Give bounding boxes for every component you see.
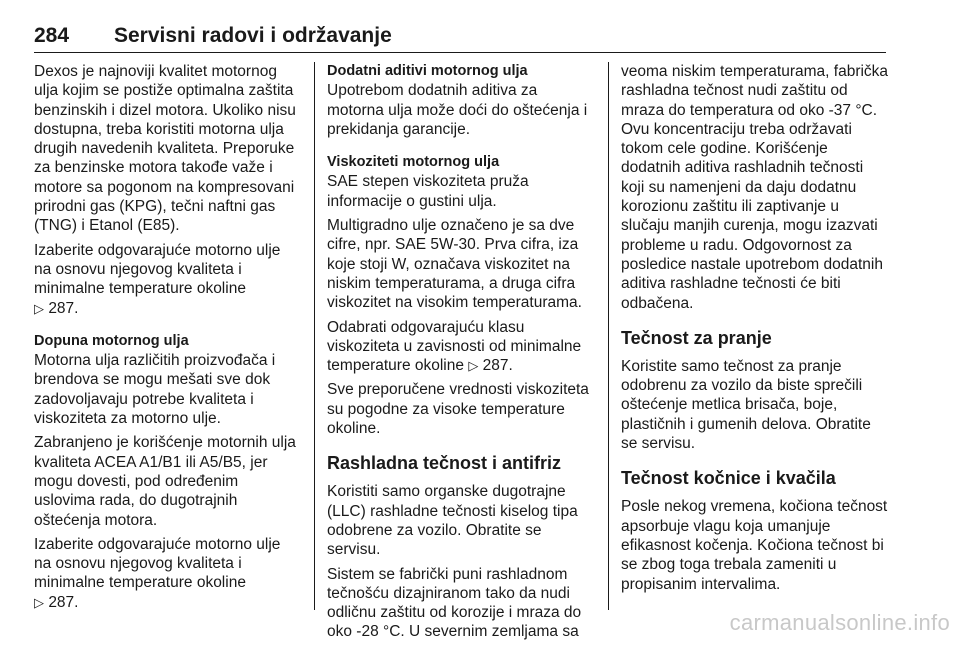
column-divider bbox=[314, 62, 315, 610]
section-heading: Tečnost za pranje bbox=[621, 327, 772, 348]
paragraph: Zabranjeno je korišćenje motornih ulja kvaliteta ACEA A1/B1 ili A5/B5, jer mogu dovesti, pod određenim uslovima rada, do dugotrajnih oštećenja motora. bbox=[34, 434, 296, 529]
page-reference[interactable]: ▷ 287. bbox=[468, 357, 513, 375]
subheading: Viskoziteti motornog ulja bbox=[327, 154, 500, 171]
paragraph: Upotrebom dodatnih aditiva za motorna ulja može doći do oštećenja i prekidanja garancije. bbox=[327, 82, 588, 138]
column-1 bbox=[34, 62, 298, 617]
column-2 bbox=[327, 62, 593, 647]
page-reference[interactable]: ▷ 287. bbox=[34, 299, 79, 317]
column-divider bbox=[608, 62, 609, 610]
paragraph: Izaberite odgovarajuće motorno ulje na osnovu njegovog kvaliteta i minimalne temperature okoline ▷ 287. bbox=[34, 535, 281, 611]
column-3 bbox=[621, 62, 889, 599]
page-reference[interactable]: ▷ 287. bbox=[34, 593, 79, 611]
paragraph: Dexos je najnoviji kvalitet motornog ulja kojim se postiže optimalna zaštita benzinskih i dizel motora. Ukoliko nisu dostupna, treba koristiti motorna ulja drugih navedenih kvaliteta. Preporuke za benzinske motora takođe važe i motore sa pogonom na kompresovani prirodni gas (KPG), tečni naftni gas (TNG) i Etanol (E85). bbox=[34, 63, 296, 235]
paragraph: Multigradno ulje označeno je sa dve cifre, npr. SAE 5W-30. Prva cifra, iza koje stoji W, označava viskozitet na niskim temperaturama, a druga cifra viskozitet na visokim temperaturama. bbox=[327, 217, 582, 312]
triangle-right-icon: ▷ bbox=[34, 594, 44, 610]
subheading: Dodatni aditivi motornog ulja bbox=[327, 63, 528, 79]
triangle-right-icon: ▷ bbox=[468, 358, 479, 374]
section-title: Servisni radovi i održavanje bbox=[114, 24, 392, 47]
paragraph: SAE stepen viskoziteta pruža informacije o gustini ulja. bbox=[327, 173, 529, 210]
page-header bbox=[34, 18, 886, 53]
paragraph: Koristite samo tečnost za pranje odobrenu za vozilo da biste sprečili oštećenje metlica brisača, boje, plastičnih i gumenih delova. Obratite se servisu. bbox=[621, 357, 871, 453]
paragraph: Odabrati odgovarajuću klasu viskoziteta u zavisnosti od minimalne temperature okoline ▷ 287. bbox=[327, 318, 582, 375]
section-heading: Tečnost kočnice i kvačila bbox=[621, 468, 836, 489]
paragraph: Sve preporučene vrednosti viskoziteta su pogodne za visoke temperature okoline. bbox=[327, 381, 589, 438]
paragraph: veoma niskim temperaturama, fabrička rashladna tečnost nudi zaštitu od mraza do temperatura od oko -37 °C. Ovu koncentraciju treba održavati tokom cele godine. Korišćenje dodatnih aditiva rashladnih tečnosti koji su namenjeni da daju dodatnu korozionu zaštitu ili zaptivanje u slučaju manjih curenja, mogu izazvati probleme u radu. Odgovornost za posledice nastale upotrebom dodatnih aditiva rashladne tečnosti će biti odbačena. bbox=[621, 63, 889, 312]
watermark: carmanualsonline.info bbox=[729, 610, 950, 635]
subheading: Dopuna motornog ulja bbox=[34, 332, 189, 349]
page-number: 284 bbox=[34, 24, 70, 47]
triangle-right-icon: ▷ bbox=[34, 300, 44, 316]
paragraph: Koristiti samo organske dugotrajne (LLC) rashladne tečnosti kiselog tipa odobrene za vozilo. Obratite se servisu. bbox=[327, 483, 578, 559]
section-heading: Rashladna tečnost i antifriz bbox=[327, 453, 562, 474]
paragraph: Izaberite odgovarajuće motorno ulje na osnovu njegovog kvaliteta i minimalne temperature okoline ▷ 287. bbox=[34, 241, 281, 317]
paragraph: Motorna ulja različitih proizvođača i brendova se mogu mešati sve dok zadovoljavaju potrebe kvaliteta i viskoziteta za motorno ulje. bbox=[34, 352, 276, 428]
paragraph: Sistem se fabrički puni rashladnom tečnošću dizajniranom tako da nudi odličnu zaštitu od korozije i mraza do oko -28 °C. U severnim zemljama sa bbox=[327, 565, 582, 641]
paragraph: Posle nekog vremena, kočiona tečnost apsorbuje vlagu koja umanjuje efikasnost kočenja. Kočiona tečnost bi se zbog toga trebala zameniti u propisanim intervalima. bbox=[621, 498, 888, 593]
